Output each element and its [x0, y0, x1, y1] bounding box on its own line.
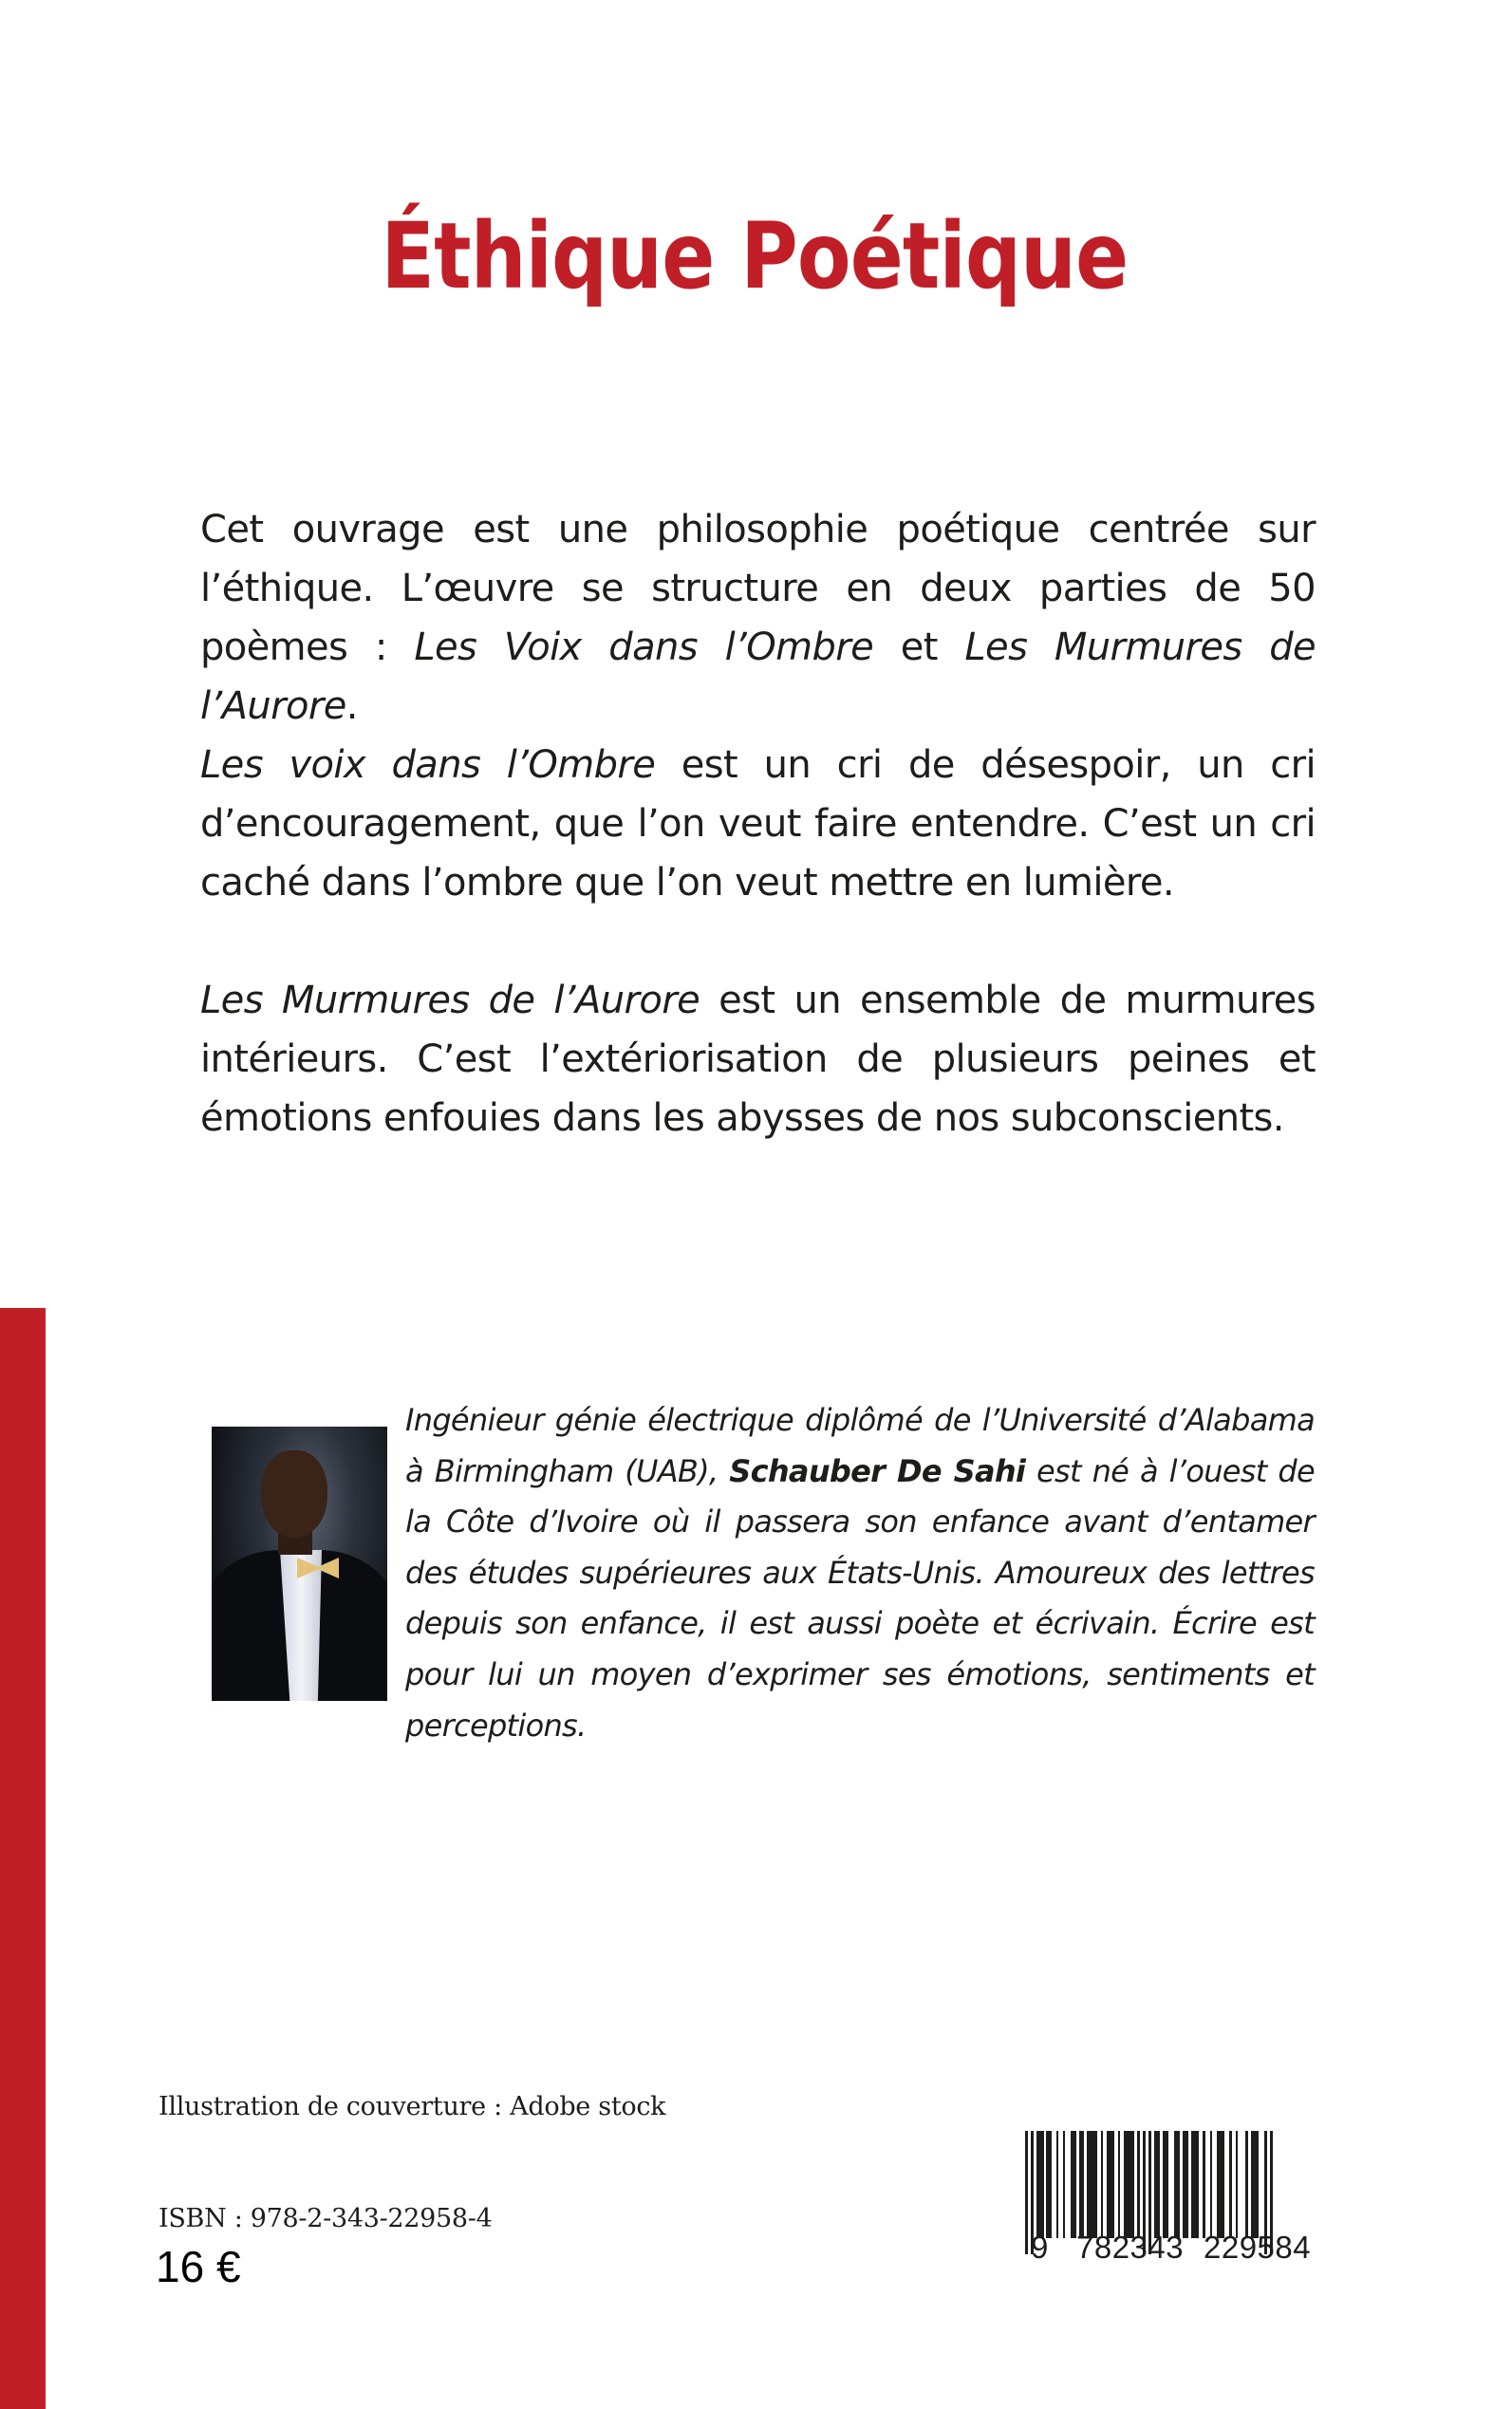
blurb-text: est un cri de désespoir, un cri d’encouragement, que l’on veut faire entendre. C’est un cri caché dans l’ombre que l’on veut mettre en lumière.	[200, 743, 1316, 905]
photo-head-shape	[261, 1450, 327, 1538]
blurb-text: .	[345, 684, 358, 728]
blurb-text: Cet ouvrage est une philosophie poétique centrée sur l’éthique. L’œuvre se structure en deux parties de 50 poèmes :	[200, 508, 1316, 669]
author-photo	[212, 1427, 387, 1701]
blurb-paragraph-3	[200, 971, 1316, 1148]
part-title-murmures: Les Murmures de l’Aurore	[200, 626, 1316, 728]
cover-illustration-credit: Illustration de couverture : Adobe stock	[159, 2092, 666, 2121]
part-title-voix: Les voix dans l’Ombre	[200, 743, 656, 787]
blurb-text: et	[873, 626, 965, 669]
isbn-barcode	[997, 2126, 1312, 2269]
bio-text: Ingénieur génie électrique diplômé de l’Université d’Alabama à Birmingham (UAB),	[405, 1402, 1315, 1489]
barcode-lead-digit: 9	[1031, 2230, 1049, 2265]
author-bio	[405, 1395, 1315, 1751]
blurb-paragraph-1	[200, 500, 1316, 736]
author-name: Schauber De Sahi	[729, 1452, 1026, 1489]
blurb-text: est un ensemble de murmures intérieurs. C’est l’extériorisation de plusieurs peines et émotions enfouies dans les abysses de nos subconscients.	[200, 979, 1316, 1140]
part-title-murmures: Les Murmures de l’Aurore	[200, 979, 700, 1022]
red-side-bar	[0, 1308, 46, 2409]
bio-text: est né à l’ouest de la Côte d’Ivoire où il passera son enfance avant d’entamer des études supérieures aux États-Unis. Amoureux des lettres depuis son enfance, il est aussi poète et écrivain. Écrire est pour lui un moyen d’exprimer ses émotions, sentiments et perceptions.	[405, 1452, 1315, 1744]
isbn: ISBN : 978-2-343-22958-4	[159, 2204, 493, 2233]
book-title: Éthique Poétique	[381, 203, 1129, 309]
barcode-right-digits: 229584	[1204, 2230, 1312, 2265]
blurb-paragraph-2	[200, 736, 1316, 912]
barcode-left-digits: 782343	[1076, 2230, 1185, 2265]
price: 16 €	[156, 2242, 241, 2291]
part-title-voix: Les Voix dans l’Ombre	[414, 626, 874, 669]
